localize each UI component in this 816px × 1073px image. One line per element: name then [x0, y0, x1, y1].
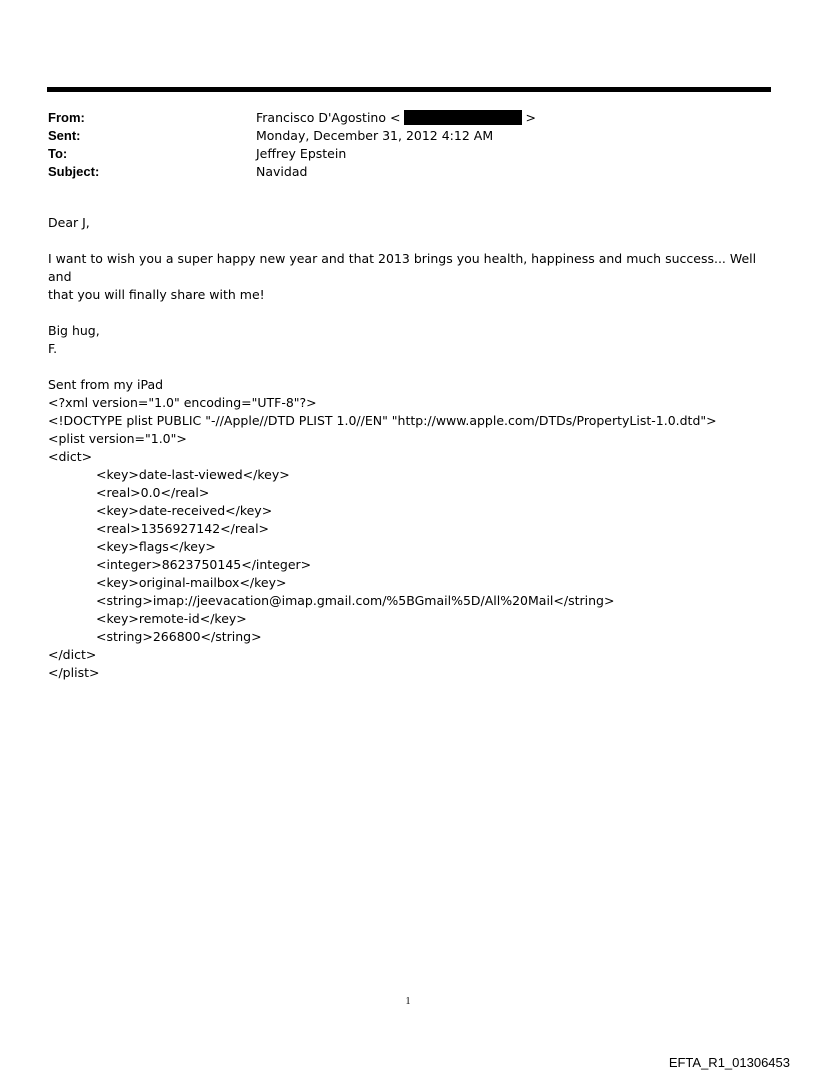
- from-close: >: [525, 109, 536, 125]
- from-value: [256, 110, 536, 125]
- subject-label: Subject:: [48, 163, 100, 179]
- plist-entry: <key>remote-id</key>: [96, 611, 247, 626]
- sent-label: Sent:: [48, 127, 81, 143]
- plist-entry: <string>266800</string>: [96, 629, 262, 644]
- from-row: [48, 108, 748, 126]
- plist-entry: <key>date-received</key>: [96, 503, 273, 518]
- to-label: To:: [48, 145, 68, 161]
- plist-entry: <integer>8623750145</integer>: [96, 557, 312, 572]
- greeting: Dear J,: [48, 215, 90, 230]
- doctype-line: <!DOCTYPE plist PUBLIC "-//Apple//DTD PLIST 1.0//EN" "http://www.apple.com/DTDs/PropertyList-1.0.dtd">: [48, 413, 717, 428]
- header-rule: [47, 87, 771, 92]
- plist-close: </plist>: [48, 665, 100, 680]
- subject-value: Navidad: [256, 163, 308, 179]
- page-number: 1: [405, 996, 411, 1007]
- plist-entry: <key>flags</key>: [96, 539, 216, 554]
- dict-open: <dict>: [48, 449, 93, 464]
- sent-row: [48, 126, 748, 144]
- from-label: From:: [48, 109, 85, 125]
- message-line-2: that you will finally share with me!: [48, 287, 265, 302]
- plist-entry: <key>original-mailbox</key>: [96, 575, 287, 590]
- from-name: Francisco D'Agostino <: [256, 109, 401, 125]
- plist-open: <plist version="1.0">: [48, 431, 187, 446]
- email-body: [48, 214, 768, 682]
- plist-entry: <key>date-last-viewed</key>: [96, 467, 290, 482]
- dict-close: </dict>: [48, 647, 97, 662]
- signature: Sent from my iPad: [48, 377, 164, 392]
- plist-entry: <string>imap://jeevacation@imap.gmail.com/%5BGmail%5D/All%20Mail</string>: [96, 593, 615, 608]
- bates-number: EFTA_R1_01306453: [668, 1055, 790, 1070]
- to-value: Jeffrey Epstein: [256, 145, 347, 161]
- closing-line-1: Big hug,: [48, 323, 100, 338]
- sent-value: Monday, December 31, 2012 4:12 AM: [256, 127, 494, 143]
- xml-declaration: <?xml version="1.0" encoding="UTF-8"?>: [48, 395, 317, 410]
- to-row: [48, 144, 748, 162]
- email-header: [48, 108, 748, 180]
- plist-entry: <real>0.0</real>: [96, 485, 210, 500]
- plist-entry: <real>1356927142</real>: [96, 521, 270, 536]
- subject-row: [48, 162, 748, 180]
- message-line-1: I want to wish you a super happy new year and that 2013 brings you health, happiness and much success... Well and: [48, 251, 757, 284]
- redacted-email-block: [404, 110, 522, 125]
- closing-line-2: F.: [48, 341, 58, 356]
